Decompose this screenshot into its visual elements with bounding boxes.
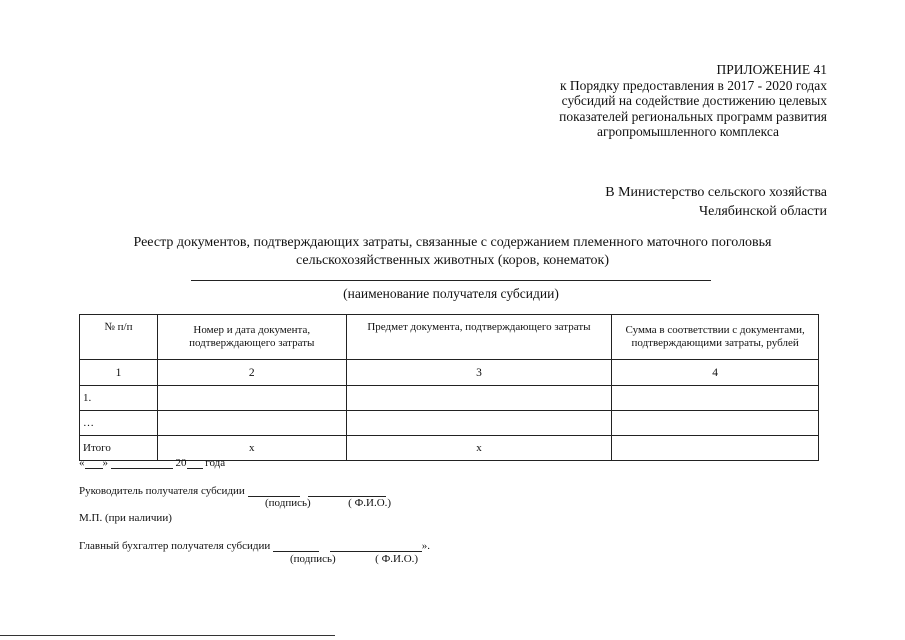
name-blank	[330, 539, 422, 552]
table-cell: x	[346, 436, 612, 461]
column-number: 1	[80, 360, 158, 386]
name-blank	[308, 484, 386, 497]
register-table	[79, 314, 819, 461]
appendix-header	[507, 62, 827, 140]
addressee-line: Челябинской области	[699, 204, 827, 219]
year-blank	[187, 456, 203, 469]
recipient-name-line	[191, 280, 711, 281]
accountant-signature-line	[79, 539, 430, 552]
end-mark: ».	[421, 540, 431, 552]
head-signature-line	[79, 484, 386, 497]
appendix-line: агропромышленного комплекса	[597, 124, 779, 140]
year-prefix: 20	[175, 457, 187, 469]
table-cell	[157, 411, 346, 436]
table-cell	[346, 386, 612, 411]
table-cell: Итого	[80, 436, 158, 461]
header-cell: Сумма в соответствии с документами, подтверждающими затраты, рублей	[612, 315, 819, 360]
signature-blank	[273, 539, 319, 552]
title-line: сельскохозяйственных животных (коров, конематок)	[295, 253, 609, 268]
table-cell: 1.	[80, 386, 158, 411]
signature-caption: (подпись)	[290, 553, 336, 565]
table-row	[80, 411, 819, 436]
date-line	[79, 456, 225, 469]
addressee	[527, 183, 827, 221]
head-signature-captions	[265, 497, 391, 509]
footnote-separator	[0, 635, 335, 636]
name-caption: ( Ф.И.О.)	[348, 497, 392, 509]
name-caption: ( Ф.И.О.)	[375, 553, 419, 565]
column-number: 3	[346, 360, 612, 386]
head-label: Руководитель получателя субсидии	[79, 485, 245, 497]
accountant-label: Главный бухгалтер получателя субсидии	[79, 540, 271, 552]
table-cell: x	[157, 436, 346, 461]
table-cell	[157, 386, 346, 411]
month-blank	[111, 456, 173, 469]
appendix-line: показателей региональных программ развития	[559, 108, 827, 124]
column-number: 4	[612, 360, 819, 386]
table-number-row	[80, 360, 819, 386]
appendix-title: ПРИЛОЖЕНИЕ 41	[716, 62, 827, 77]
table-header-row	[80, 315, 819, 360]
document-title	[0, 234, 905, 270]
accountant-signature-captions	[290, 553, 418, 565]
close-quote: »	[102, 457, 108, 469]
header-cell: № п/п	[80, 315, 158, 360]
table-row	[80, 386, 819, 411]
addressee-line: В Министерство сельского хозяйства	[605, 185, 827, 200]
signature-caption: (подпись)	[265, 497, 311, 509]
table-cell: …	[80, 411, 158, 436]
appendix-line: к Порядку предоставления в 2017 - 2020 годах	[559, 77, 827, 93]
table-cell	[612, 436, 819, 461]
table-cell	[612, 411, 819, 436]
stamp-note: М.П. (при наличии)	[79, 512, 172, 524]
year-suffix: года	[205, 457, 226, 469]
header-cell: Номер и дата документа, подтверждающего затраты	[157, 315, 346, 360]
appendix-line: субсидий на содействие достижению целевых	[561, 93, 827, 109]
column-number: 2	[157, 360, 346, 386]
title-line: Реестр документов, подтверждающих затраты, связанные с содержанием племенного маточного поголовья	[133, 235, 772, 250]
recipient-caption: (наименование получателя субсидии)	[343, 286, 559, 301]
open-quote: «	[79, 457, 85, 469]
table-cell	[612, 386, 819, 411]
table-cell	[346, 411, 612, 436]
day-blank	[85, 456, 103, 469]
signature-blank	[248, 484, 300, 497]
header-cell: Предмет документа, подтверждающего затраты	[346, 315, 612, 360]
